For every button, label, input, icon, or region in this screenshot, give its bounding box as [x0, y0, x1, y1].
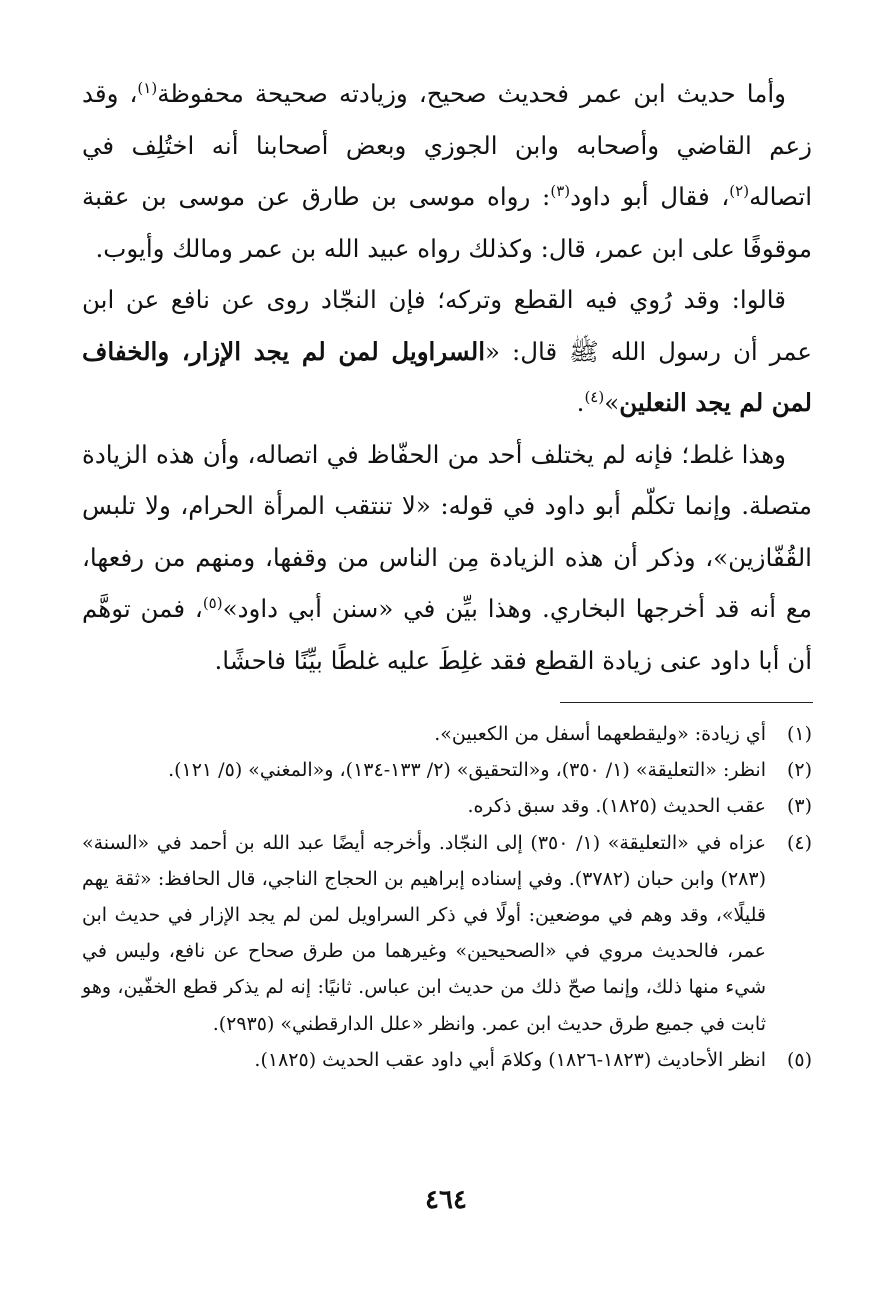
footnote-number: (٢): [786, 759, 812, 782]
footnote-number: (٥): [786, 1048, 812, 1071]
footnote-ref-1[interactable]: (١): [137, 79, 158, 97]
footnotes: [82, 716, 812, 1078]
text-span: »: [604, 388, 620, 417]
footnote-text: انظر: «التعليقة» (١/ ٣٥٠)، و«التحقيق» (٢/ ١٣٣-١٣٤)، و«المغني» (٥/ ١٢١).: [168, 759, 766, 782]
paragraph-3: [82, 429, 812, 687]
text-span: ، وقد زعم القاضي وأصحابه وابن الجوزي وبعض أصحابنا أنه اختُلِف في اتصاله: [82, 79, 813, 211]
footnote-ref-5[interactable]: (٥): [202, 594, 223, 612]
text-span: وهذا غلط؛ فإنه لم يختلف أحد من الحفّاظ في اتصاله، وأن هذه الزيادة متصلة. وإنما تكلّم أبو داود في قوله: «لا تنتقب المرأة الحرام، ولا تلبس القُفّازين»، وذكر أن هذه الزيادة مِن الناس من وقفها، ومنهم من رفعها، مع أنه قد أخرجها البخاري. وهذا بيِّن في «سنن أبي داود»: [82, 439, 812, 623]
footnote-number: (٣): [786, 795, 812, 818]
page-number: ٤٦٤: [425, 1185, 467, 1215]
footnote-text: عزاه في «التعليقة» (١/ ٣٥٠) إلى النجّاد. وأخرجه أيضًا عبد الله بن أحمد في «السنة» (٢٨٣) وابن حبان (٣٧٨٢). وفي إسناده إبراهيم بن الحجاج الناجي، قال الحافظ: «ثقة يهم قليلًا»، وقد وهم في موضعين: أولًا في ذكر السراويل لمن لم يجد الإزار في حديث ابن عمر، فالحديث مروي في «الصحيحين» وغيرهما من طرق صحاح عن نافع، وليس في شيء منها ذلك، وإنما صحّ ذلك من حديث ابن عباس. ثانيًا: إنه لم يذكر قطع الخفّين، وهو ثابت في جميع طرق حديث ابن عمر. وانظر «علل الدارقطني» (٢٩٣٥).: [82, 831, 766, 1035]
footnote-number: (١): [786, 723, 812, 745]
footnote-separator: [560, 702, 813, 703]
footnote-4: [82, 825, 812, 1042]
text-span: ، فقال أبو داود: [570, 182, 730, 211]
footnote-ref-3[interactable]: (٣): [550, 182, 571, 200]
text-span: وأما حديث ابن عمر فحديث صحيح، وزيادته صحيحة محفوظة: [157, 79, 786, 108]
footnote-ref-2[interactable]: (٢): [729, 182, 750, 200]
footnote-text: عقب الحديث (١٨٢٥). وقد سبق ذكره.: [467, 795, 766, 818]
footnote-5: [82, 1042, 812, 1078]
footnote-3: [82, 788, 812, 824]
footnote-2: [82, 752, 812, 788]
text-span: ، فمن توهَّم أن أبا داود عنى زيادة القطع فقد غلِطَ عليه غلطًا بيِّنًا فاحشًا.: [82, 594, 812, 675]
footnote-text: انظر الأحاديث (١٨٢٣-١٨٢٦) وكلامَ أبي داود عقب الحديث (١٨٢٥).: [254, 1048, 766, 1071]
main-text: [82, 68, 812, 686]
footnote-1: [82, 716, 812, 752]
hadith-quote: السراويل لمن لم يجد الإزار، والخفاف لمن لم يجد النعلين: [82, 336, 812, 417]
text-span: .: [576, 388, 585, 417]
text-span: قالوا: وقد رُوي فيه القطع وتركه؛ فإن النجّاد روى عن نافع عن ابن عمر أن رسول الله ﷺ قال: «: [82, 285, 812, 366]
paragraph-2: [82, 274, 812, 429]
paragraph-1: [82, 68, 812, 274]
footnote-text: أي زيادة: «وليقطعهما أسفل من الكعبين».: [434, 723, 766, 745]
footnote-ref-4[interactable]: (٤): [584, 388, 605, 406]
text-span: : رواه موسى بن طارق عن موسى بن عقبة موقوفًا على ابن عمر، قال: وكذلك رواه عبيد الله بن عمر ومالك وأيوب.: [82, 182, 812, 263]
footnote-number: (٤): [786, 831, 812, 854]
